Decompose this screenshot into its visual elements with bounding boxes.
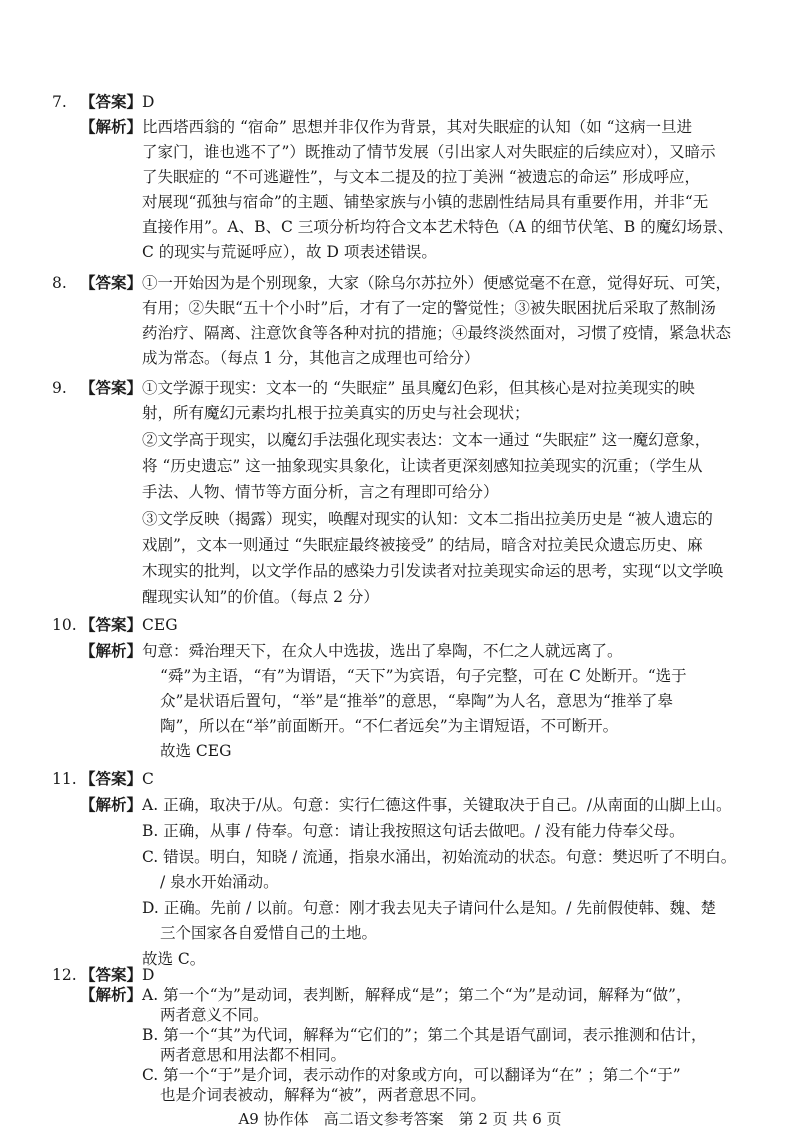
q12-answer-line <box>80 965 154 985</box>
q7-analysis-text: 对展现“孤独与宿命”的主题、铺垫家族与小镇的悲剧性结局具有重要作用，并非“无 <box>142 193 709 211</box>
q12-analysis-text: C. 第一个“于”是介词，表示动作的对象或方向，可以翻译为“在” ；第二个“于” <box>142 1066 681 1084</box>
q12-analysis-text: 也是介词表被动，解释为“被”，两者意思不同。 <box>160 1086 486 1104</box>
q12-analysis-text: 两者意思和用法都不相同。 <box>160 1046 347 1064</box>
answer-label: 【答案】 <box>80 769 143 788</box>
q10-answer: CEG <box>142 616 178 634</box>
q9-answer-text: ②文学高于现实，以魔幻手法强化现实表达：文本一通过 “失眠症” 这一魔幻意象， <box>142 431 711 449</box>
q7-analysis-text: 了家门，谁也逃不了”）既推动了情节发展（引出家人对失眠症的后续应对），又暗示 <box>142 143 716 161</box>
q9-answer-text: 手法、人物、情节等方面分析，言之有理即可给分） <box>142 483 499 501</box>
q11-number: 11. <box>52 770 77 788</box>
q11-answer: C <box>142 770 154 788</box>
analysis-label: 【解析】 <box>80 985 143 1004</box>
q8-answer-text: ①一开始因为是个别现象，大家（除乌尔苏拉外）便感觉毫不在意，觉得好玩、可笑， <box>142 274 732 292</box>
q10-analysis-text: 众”是状语后置句，“举”是“推举”的意思，“皋陶”为人名，意思为“推举了皋 <box>160 692 673 710</box>
q11-analysis-text: 故选 C。 <box>142 950 206 968</box>
q9-answer-line <box>80 378 695 398</box>
q9-answer-text: 戏剧”，文本一则通过 “失眠症最终被接受” 的结局，暗含对拉美民众遗忘历史、麻 <box>142 536 703 554</box>
q9-answer-text: ③文学反映（揭露）现实，唤醒对现实的认知：文本二指出拉美历史是 “被人遗忘的 <box>142 510 713 528</box>
q7-analysis-text: 直接作用”。A、B、C 三项分析均符合文本艺术特色（A 的细节伏笔、B 的魔幻场景、 <box>142 218 734 236</box>
q7-analysis-text: 比西塔西翁的 “宿命” 思想并非仅作为背景，其对失眠症的认知（如 “这病一旦进 <box>142 118 693 136</box>
q7-answer: D <box>142 93 155 111</box>
q10-analysis-text: 句意：舜治理天下，在众人中选拔，选出了皋陶，不仁之人就远离了。 <box>142 642 623 660</box>
q11-analysis-text: A. 正确，取决于/从。句意：实行仁德这件事，关键取决于自己。/从南面的山脚上山。 <box>142 796 732 814</box>
q12-answer: D <box>142 966 155 984</box>
q7-analysis-text: 了失眠症的 “不可逃避性”，与文本二提及的拉丁美洲 “被遗忘的命运” 形成呼应， <box>142 168 700 186</box>
q9-number: 9. <box>52 379 67 397</box>
q12-analysis-line <box>80 985 691 1005</box>
q9-answer-text: 射，所有魔幻元素均扎根于拉美真实的历史与社会现状； <box>142 404 530 422</box>
q8-answer-text: 成为常态。（每点 1 分，其他言之成理也可给分） <box>142 349 480 367</box>
q8-number: 8. <box>52 274 67 292</box>
q12-number: 12. <box>52 966 77 984</box>
answer-label: 【答案】 <box>80 615 143 634</box>
q11-analysis-text: B. 正确，从事 / 侍奉。句意：请让我按照这句话去做吧。/ 没有能力侍奉父母。 <box>142 822 685 840</box>
answer-label: 【答案】 <box>80 273 143 292</box>
q11-analysis-text: D. 正确。先前 / 以前。句意：刚才我去见夫子请问什么是知。/ 先前假使韩、魏、楚 <box>142 899 716 917</box>
q11-analysis-line <box>80 795 732 815</box>
answer-label: 【答案】 <box>80 378 143 397</box>
q7-analysis-text: C 的现实与荒诞呼应），故 D 项表述错误。 <box>142 243 437 261</box>
q7-analysis-line <box>80 117 692 137</box>
q10-analysis-text: “舜”为主语，“有”为谓语，“天下”为宾语，句子完整，可在 C 处断开。“选于 <box>160 667 687 685</box>
q11-answer-line <box>80 769 154 789</box>
q9-answer-text: 将 “历史遗忘” 这一抽象现实具象化，让读者更深刻感知拉美现实的沉重；（学生从 <box>142 457 703 475</box>
q10-analysis-text: 故选 CEG <box>160 742 232 760</box>
q9-answer-text: ①文学源于现实：文本一的 “失眠症” 虽具魔幻色彩，但其核心是对拉美现实的映 <box>142 379 695 397</box>
q8-answer-line <box>80 273 731 293</box>
analysis-label: 【解析】 <box>80 795 143 814</box>
answer-label: 【答案】 <box>80 92 143 111</box>
q7-answer-line <box>80 92 154 112</box>
q10-analysis-line <box>80 641 623 661</box>
q10-analysis-text: 陶”，所以在“举”前面断开。“不仁者远矣”为主谓短语，不可断开。 <box>160 717 619 735</box>
q11-analysis-text: C. 错误。明白，知晓 / 流通，指泉水涌出，初始流动的状态。句意：樊迟听了不明白。 <box>142 848 737 866</box>
q12-analysis-text: 两者意义不同。 <box>160 1006 269 1024</box>
q8-answer-text: 药治疗、隔离、注意饮食等各种对抗的措施；④最终淡然面对，习惯了疫情，紧急状态 <box>142 324 732 342</box>
q11-analysis-text: / 泉水开始涌动。 <box>160 873 279 891</box>
page-footer: A9 协作体 高二语文参考答案 第 2 页 共 6 页 <box>238 1110 562 1128</box>
q9-answer-text: 醒现实认知”的价值。（每点 2 分） <box>142 588 379 606</box>
q10-answer-line <box>80 615 178 635</box>
q10-number: 10. <box>52 616 77 634</box>
q12-analysis-text: A. 第一个“为”是动词，表判断，解释成“是”；第二个“为”是动词，解释为“做”， <box>142 986 692 1004</box>
q8-answer-text: 有用；②失眠“五十个小时”后，才有了一定的警觉性；③被失眠困扰后采取了熬制汤 <box>142 299 716 317</box>
q12-analysis-text: B. 第一个“其”为代词，解释为“它们的”；第二个其是语气副词，表示推测和估计， <box>142 1026 707 1044</box>
answer-label: 【答案】 <box>80 965 143 984</box>
q9-answer-text: 木现实的批判，以文学作品的感染力引发读者对拉美现实命运的思考，实现“以文学唤 <box>142 562 724 580</box>
q11-analysis-text: 三个国家各自爱惜自己的土地。 <box>160 924 378 942</box>
q7-number: 7. <box>52 93 67 111</box>
analysis-label: 【解析】 <box>80 117 143 136</box>
analysis-label: 【解析】 <box>80 641 143 660</box>
